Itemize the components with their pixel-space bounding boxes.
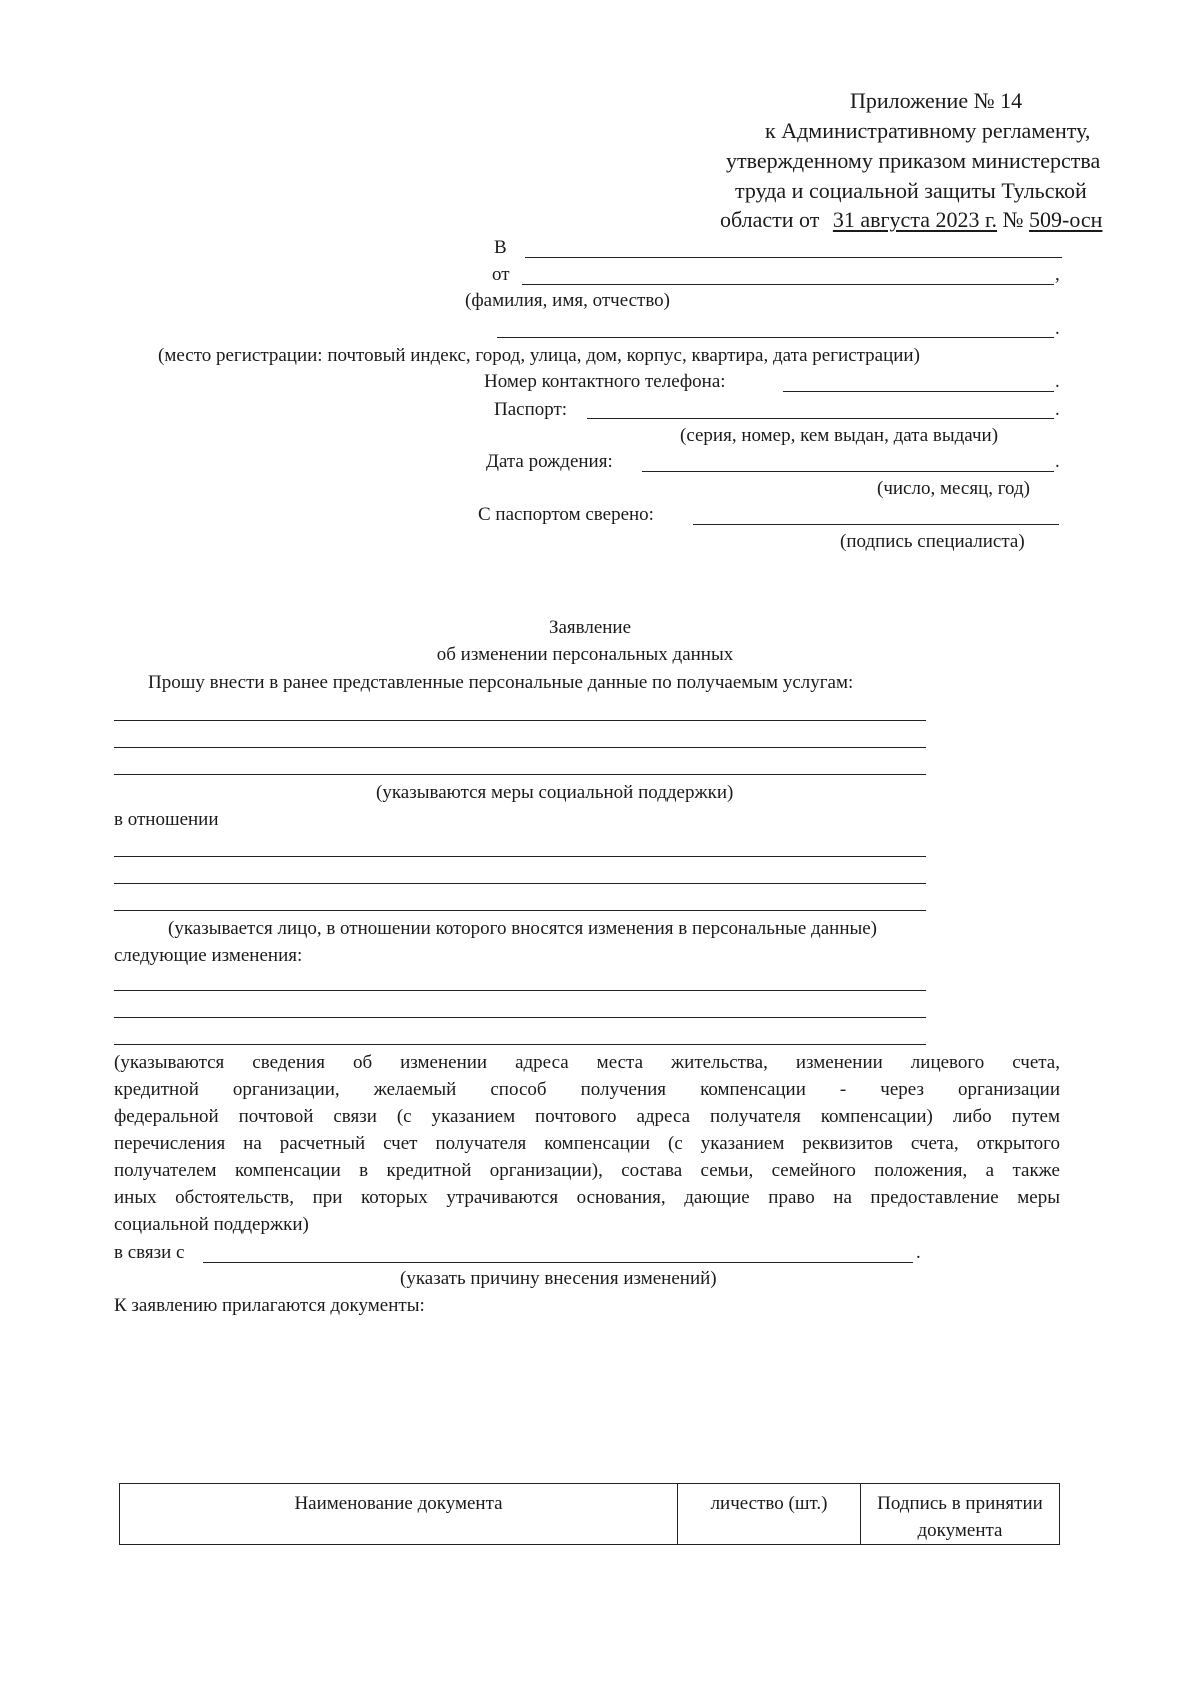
from-field-end: ,: [1055, 264, 1060, 285]
services-line-3[interactable]: [114, 774, 926, 775]
document-name-header: Наименование документа: [120, 1484, 678, 1545]
reason-label: в связи с: [114, 1242, 185, 1263]
details-line-6: иных обстоятельств, при которых утрачиваются основания, дающие право на предоставление меры: [114, 1187, 1060, 1208]
details-line-1: (указываются сведения об изменении адреса места жительства, изменении лицевого счета,: [114, 1052, 1060, 1073]
request-text: Прошу внести в ранее представленные персональные данные по получаемым услугам:: [148, 672, 854, 693]
ministry-line: труда и социальной защиты Тульской: [735, 178, 1087, 203]
person-line-1[interactable]: [114, 856, 926, 857]
changes-line-2[interactable]: [114, 1017, 926, 1018]
person-line-2[interactable]: [114, 883, 926, 884]
statement-title: Заявление: [548, 617, 632, 638]
passport-verified-label: С паспортом сверено:: [478, 504, 654, 525]
details-line-3: федеральной почтовой связи (с указанием почтового адреса получателя компенсации) либо путем: [114, 1106, 1060, 1127]
measures-hint: (указываются меры социальной поддержки): [376, 782, 734, 803]
regulation-reference: к Административному регламенту,: [765, 118, 1091, 143]
passport-hint: (серия, номер, кем выдан, дата выдачи): [680, 425, 999, 446]
services-line-2[interactable]: [114, 747, 926, 748]
changes-label: следующие изменения:: [114, 945, 303, 966]
registration-field-line[interactable]: [497, 337, 1054, 338]
specialist-signature-hint: (подпись специалиста): [840, 531, 1025, 552]
person-hint: (указывается лицо, в отношении которого вносятся изменения в персональные данные): [168, 918, 878, 939]
passport-field-end: .: [1055, 399, 1060, 420]
reason-field-end: .: [916, 1242, 921, 1263]
passport-field-line[interactable]: [587, 418, 1054, 419]
details-line-2: кредитной организации, желаемый способ получения компенсации - через организации: [114, 1079, 1060, 1100]
birth-date-hint: (число, месяц, год): [877, 478, 1031, 499]
registration-hint: (место регистрации: почтовый индекс, город, улица, дом, корпус, квартира, дата регистрации): [158, 345, 920, 366]
order-number-label: №: [1002, 207, 1024, 232]
to-field-line[interactable]: [525, 257, 1062, 258]
services-line-1[interactable]: [114, 720, 926, 721]
documents-table: [119, 1483, 1060, 1545]
specialist-signature-line[interactable]: [693, 524, 1059, 525]
approval-line: утвержденному приказом министерства: [726, 148, 1101, 173]
order-date-line: [720, 207, 1102, 233]
changes-line-1[interactable]: [114, 990, 926, 991]
changes-line-3[interactable]: [114, 1044, 926, 1045]
birth-date-field-line[interactable]: [642, 471, 1054, 472]
from-label: от: [492, 264, 510, 285]
person-line-3[interactable]: [114, 910, 926, 911]
fio-hint: (фамилия, имя, отчество): [465, 290, 671, 311]
statement-subtitle: об изменении персональных данных: [436, 644, 734, 665]
passport-label: Паспорт:: [494, 399, 568, 420]
registration-field-end: .: [1055, 318, 1060, 339]
reason-hint: (указать причину внесения изменений): [400, 1268, 717, 1289]
phone-field-end: .: [1055, 371, 1060, 392]
birth-date-label: Дата рождения:: [486, 451, 613, 472]
documents-table-header: [120, 1484, 1060, 1545]
birth-date-field-end: .: [1055, 451, 1060, 472]
details-line-5: получателем компенсации в кредитной организации), состава семьи, семейного положения, а также: [114, 1160, 1060, 1181]
attachments-label: К заявлению прилагаются документы:: [114, 1295, 425, 1316]
reason-field-line[interactable]: [203, 1262, 913, 1263]
appendix-number: Приложение № 14: [850, 88, 1023, 113]
signature-header: Подпись в принятии документа: [861, 1484, 1060, 1545]
regarding-label: в отношении: [114, 809, 219, 830]
phone-field-line[interactable]: [783, 391, 1054, 392]
order-date-prefix: области от: [720, 207, 820, 232]
from-field-line[interactable]: [522, 284, 1054, 285]
phone-label: Номер контактного телефона:: [484, 371, 726, 392]
quantity-header: личество (шт.): [678, 1484, 861, 1545]
to-label: В: [494, 237, 507, 258]
order-number: 509-осн: [1029, 207, 1103, 232]
order-date: 31 августа 2023 г.: [832, 207, 998, 232]
details-line-7: социальной поддержки): [114, 1214, 309, 1235]
details-line-4: перечисления на расчетный счет получателя компенсации (с указанием реквизитов счета, открытого: [114, 1133, 1060, 1154]
